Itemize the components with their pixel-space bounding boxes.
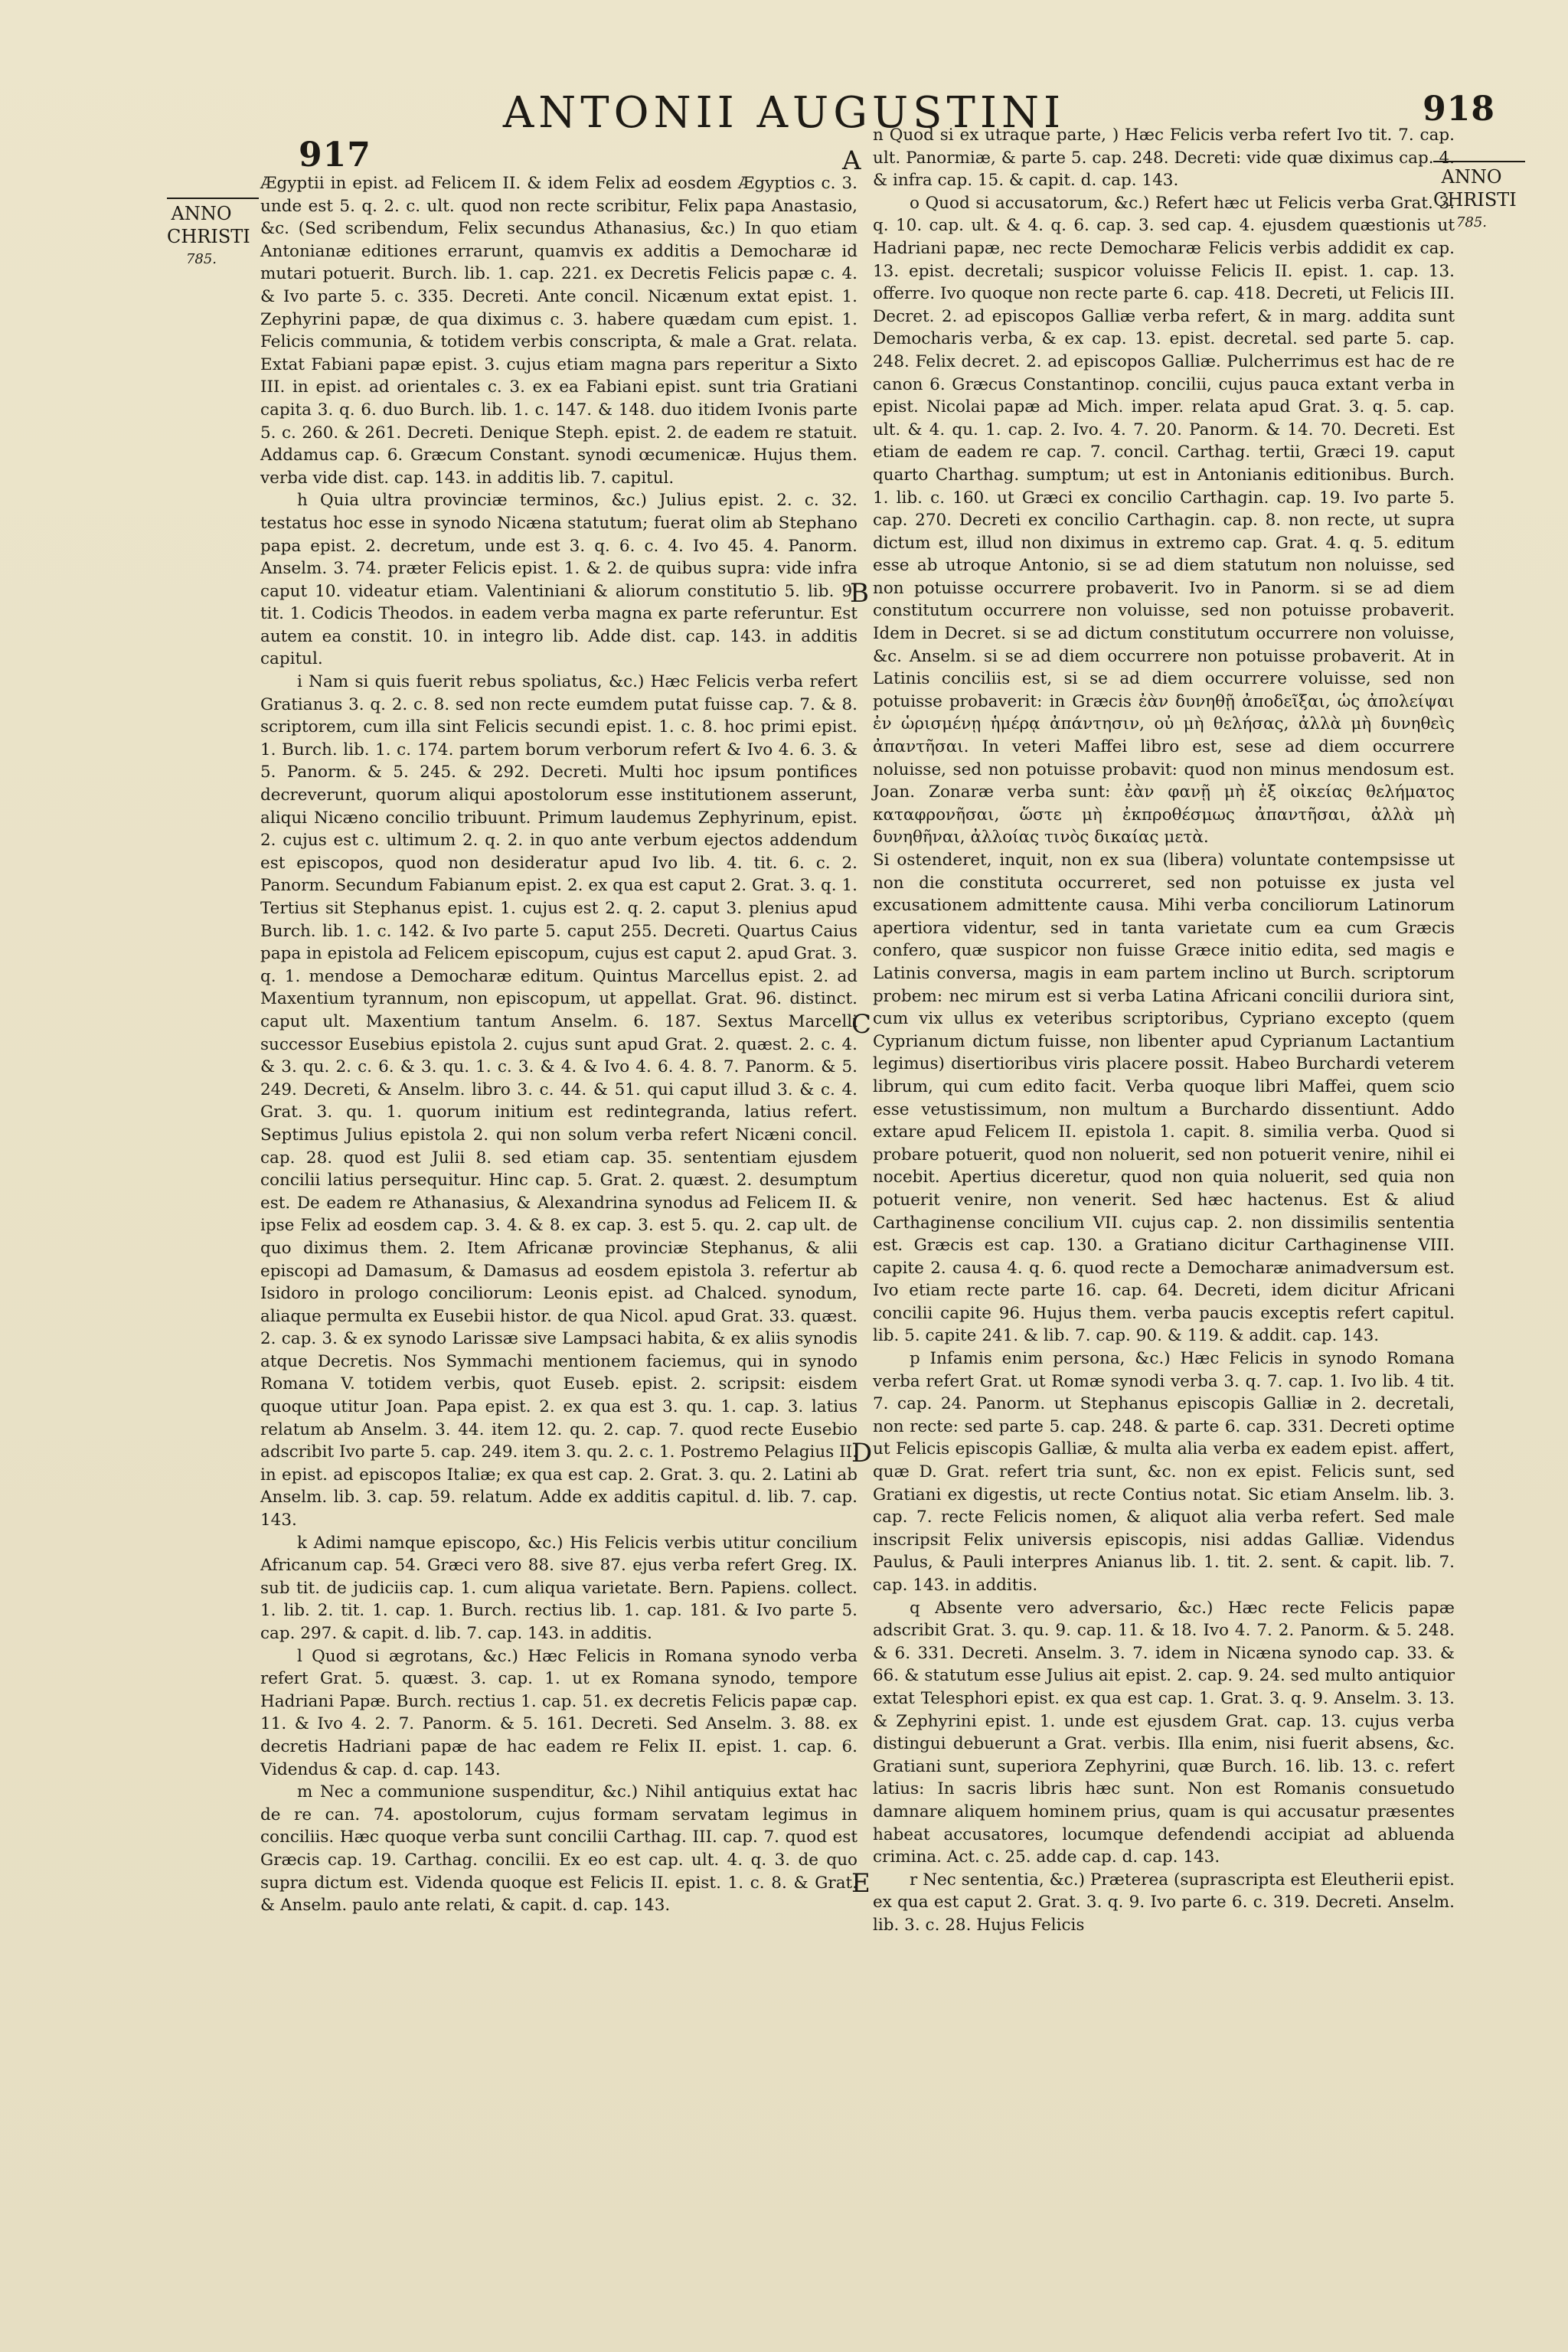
section-letter-c: C bbox=[851, 1009, 872, 1040]
paragraph: k Adimi namque episcopo, &c.) His Felicis verbis utitur concilium Africanum cap. 54. Græci vero 88. sive 87. ejus verba refert Greg. IX. sub tit. de judiciis cap. 1. cum aliqua varietate. Bern. Papiens. collect. 1. lib. 2. tit. 1. cap. 1. Burch. rectius lib. 1. cap. 181. & Ivo parte 5. cap. 297. & capit. d. lib. 7. cap. 143. in additis. bbox=[260, 1533, 858, 1643]
paragraph: r Nec sententia, &c.) Præterea (suprascripta est Eleutherii epist. ex qua est caput 2. Grat. 3. q. 9. Ivo parte 6. c. 319. Decreti. Anselm. lib. 3. c. 28. Hujus Felicis bbox=[873, 1870, 1455, 1935]
paragraph: h Quia ultra provinciæ terminos, &c.) Julius epist. 2. c. 32. testatus hoc esse in synodo Nicæna statutum; fuerat olim ab Stephano papa epist. 2. decretum, unde est 3. q. 6. c. 4. Ivo 45. 4. Panorm. Anselm. 3. 74. præter Felicis epist. 1. & 2. de quibus supra: vide infra caput 10. videatur etiam. Valentiniani & aliorum constitutio 5. lib. 9. tit. 1. Codicis Theodos. in eadem verba magna ex parte referuntur. Est autem ea constit. 10. in integro lib. Adde dist. cap. 143. in additis capitul. bbox=[260, 491, 858, 669]
right-page-number: 918 bbox=[1423, 90, 1495, 129]
margin-rule bbox=[167, 198, 259, 199]
left-margin-note bbox=[167, 198, 250, 271]
paragraph: i Nam si quis fuerit rebus spoliatus, &c.) Hæc Felicis verba refert Gratianus 3. q. 2. c. 8. sed non recte eumdem putat fuisse cap. 7. & 8. scriptorem, cum illa sint Felicis secundi epist. 1. c. 8. hoc primi epist. 1. Burch. lib. 1. c. 174. partem borum verborum refert & Ivo 4. 6. 3. & 5. Panorm. & 5. 245. & 292. Decreti. Multi hoc ipsum pontifices decreverunt, quorum aliqui apostolorum esse institutionem asserunt, aliqui Nicæno concilio tribuunt. Primum laudemus Zephyrinum, epist. 2. cujus est c. ultimum 2. q. 2. in quo ante verbum ejectos addendum est episcopos, quod non desideratur apud Ivo lib. 4. tit. 6. c. 2. Panorm. Secundum Fabianum epist. 2. ex qua est caput 2. Grat. 3. q. 1. Tertius sit Stephanus epist. 1. cujus est 2. q. 2. caput 3. plenius apud Burch. lib. 1. c. 142. & Ivo parte 5. caput 255. Decreti. Quartus Caius papa in epistola ad Felicem episcopum, cujus est caput 2. apud Grat. 3. q. 1. mendose a Democharæ editum. Quintus Marcellus epist. 2. ad Maxentium tyrannum, non episcopum, ut appellat. Grat. 96. distinct. caput ult. Maxentium tantum Anselm. 6. 187. Sextus Marcelli successor Eusebius epistola 2. cujus sunt apud Grat. 2. quæst. 2. c. 4. & 3. qu. 2. c. 6. & 3. qu. 1. c. 3. & 4. & Ivo 4. 6. 4. 8. 7. Panorm. & 5. 249. Decreti, & Anselm. libro 3. c. 44. & 51. qui caput illud 3. & c. 4. Grat. 3. qu. 1. quorum initium est redintegranda, latius refert. Septimus Julius epistola 2. qui non solum verba refert Nicæni concil. cap. 28. quod est Julii 8. sed etiam cap. 35. sententiam ejusdem concilii latius persequitur. Hinc cap. 5. Grat. 2. quæst. 2. desumptum est. De eadem re Athanasius, & Alexandrina synodus ad Felicem II. & ipse Felix ad eosdem cap. 3. 4. & 8. ex cap. 3. est 5. qu. 2. cap ult. de quo diximus them. 2. Item Africanæ provinciæ Stephanus, & alii episcopi ad Damasum, & Damasus ad eosdem epistola 3. refertur ab Isidoro in prologo conciliorum: Leonis epist. ad Chalced. synodum, aliaque permulta ex Eusebii histor. de qua Nicol. apud Grat. 33. quæst. 2. cap. 3. & ex synodo Larissæ sive Lampsaci habita, & ex aliis synodis atque Decretis. Nos Symmachi mentionem faciemus, qui in synodo Romana V. totidem verbis, quot Euseb. epist. 2. scripsit: eisdem quoque utitur Joan. Papa epist. 2. ex qua est 3. qu. 1. cap. 3. latius relatum ab Anselm. 3. 44. item 12. qu. 2. cap. 7. quod recte Eusebio adscribit Ivo parte 5. cap. 249. item 3. qu. 2. c. 1. Postremo Pelagius II. in epist. ad episcopos Italiæ; ex qua est cap. 2. Grat. 3. qu. 2. Latini ab Anselm. lib. 3. cap. 59. relatum. Adde ex additis capitul. d. lib. 7. cap. 143. bbox=[260, 672, 858, 1530]
margin-anno: ANNO bbox=[1441, 166, 1502, 188]
paragraph: m Nec a communione suspenditur, &c.) Nihil antiquius extat hac de re can. 74. apostolorum, cujus formam servatam legimus in conciliis. Hæc quoque verba sunt concilii Carthag. III. cap. 7. quod est Græcis cap. 19. Carthag. concilii. Ex eo est cap. ult. 4. q. 3. de quo supra dictum est. Videnda quoque est Felicis II. epist. 1. c. 8. & Grat. & Anselm. paulo ante relati, & capit. d. cap. 143. bbox=[260, 1782, 858, 1916]
right-text-column bbox=[873, 124, 1455, 1937]
paragraph: p Infamis enim persona, &c.) Hæc Felicis in synodo Romana verba refert Grat. ut Romæ synodi verba 3. q. 7. cap. 1. Ivo lib. 4 tit. 7. cap. 24. Panorm. ut Stephanus episcopis Galliæ in 2. decretali, non recte: sed parte 5. cap. 248. & parte 6. cap. 331. Decreti optime ut Felicis episcopis Galliæ, & multa alia verba ex eadem epist. affert, quæ D. Grat. refert tria sunt, &c. non ex epist. Felicis sunt, sed Gratiani ex digestis, ut recte Contius notat. Sic etiam Anselm. lib. 3. cap. 7. recte Felicis nomen, & aliquot alia verba refert. Sed male inscripsit Felix universis episcopis, nisi addas Galliæ. Videndus Paulus, & Pauli interpres Anianus lib. 1. tit. 2. sent. & capit. lib. 7. cap. 143. in additis. bbox=[873, 1349, 1455, 1595]
section-letter-b: B bbox=[850, 578, 869, 609]
paragraph: q Absente vero adversario, &c.) Hæc recte Felicis papæ adscribit Grat. 3. qu. 9. cap. 11. & 18. Ivo 4. 7. 2. Panorm. & 5. 248. & 6. 331. Decreti. Anselm. 3. 7. idem in Nicæna synodo cap. 33. & 66. & statutum esse Julius ait epist. 2. cap. 9. 24. sed multo antiquior extat Telesphori epist. ex qua est cap. 1. Grat. 3. q. 9. Anselm. 3. 13. & Zephyrini epist. 1. unde est ejusdem Grat. cap. 13. cujus verba distingui debuerunt a Grat. verbis. Illa enim, nisi fuerit absens, &c. Gratiani sunt, superiora Zephyrini, quæ Burch. 16. lib. 13. c. refert latius: In sacris libris hæc sunt. Non est Romanis consuetudo damnare aliquem hominem prius, quam is qui accusatur præsentes habeat accusatores, locumque defendendi accipiat ad abluenda crimina. Act. c. 25. adde cap. d. cap. 143. bbox=[873, 1598, 1455, 1867]
left-text-column bbox=[260, 172, 858, 1917]
running-title: ANTONII AUGUSTINI bbox=[502, 88, 1066, 138]
margin-christi: CHRISTI bbox=[167, 226, 250, 247]
margin-year: 785. bbox=[185, 251, 217, 267]
paragraph: Ægyptii in epist. ad Felicem II. & idem Felix ad eosdem Ægyptios c. 3. unde est 5. q. 2. c. ult. quod non recte scribitur, Felix papa Anastasio, &c. (Sed scribendum, Felix secundus Athanasius, &c.) In quo etiam Antonianæ editiones errarunt, quamvis ex additis a Democharæ id mutari potuerit. Burch. lib. 1. cap. 221. ex Decretis Felicis papæ c. 4. & Ivo parte 5. c. 335. Decreti. Ante concil. Nicænum extat epist. 1. Zephyrini papæ, de qua diximus c. 3. habere quædam cum epist. 1. Felicis communia, & totidem verbis conscripta, & male a Grat. relata. Extat Fabiani papæ epist. 3. cujus etiam magna pars reperitur a Sixto III. in epist. ad orientales c. 3. ex ea Fabiani epist. sunt tria Gratiani capita 3. q. 6. duo Burch. lib. 1. c. 147. & 148. duo itidem Ivonis parte 5. c. 260. & 261. Decreti. Denique Steph. epist. 2. de eadem re statuit. Addamus cap. 6. Græcum Constant. synodi œcumenicæ. Hujus them. verba vide dist. cap. 143. in additis lib. 7. capitul. bbox=[260, 174, 858, 488]
paragraph: Si ostenderet, inquit, non ex sua (libera) voluntate contempsisse ut non die constituta occurreret, sed non potuisse ex justa vel excusationem admittente causa. Mihi verba conciliorum Latinorum apertiora videntur, sed in tanta varietate cum ea cum Græcis confero, quæ suspicor non fuisse Græce initio edita, sed magis e Latinis conversa, magis in eam partem inclino ut Burch. scriptorum probem: nec mirum est si verba Latina Africani concilii duriora sint, cum vix ullus ex veteribus scriptoribus, Cypriano excepto (quem Cyprianum dictum fuisse, non libenter apud Cyprianum Lactantium legimus) disertioribus viris placere possit. Habeo Burchardi veterem librum, qui cum edito facit. Verba quoque libri Maffei, quem scio esse vetustissimum, non multum a Burchardo dissentiunt. Addo extare apud Felicem II. epistola 1. capit. 8. similia verba. Quod si probare potuerit, quod non noluerit, sed non potuerit venire, nihil ei nocebit. Apertius diceretur, quod non quia noluerit, sed quia non potuerit venire, non venerit. Sed hæc hactenus. Est & aliud Carthaginense concilium VII. cujus cap. 2. non dissimilis sententia est. Græcis est cap. 130. a Gratiano dicitur Carthaginense VIII. capite 2. causa 4. q. 6. quod recte a Democharæ animadversum est. Ivo etiam recte parte 16. cap. 64. Decreti, idem dicitur Africani concilii capite 96. Hujus them. verba paucis exceptis refert capitul. lib. 5. capite 241. & lib. 7. cap. 90. & 119. & addit. cap. 143. bbox=[873, 851, 1455, 1346]
margin-anno: ANNO bbox=[171, 203, 232, 224]
paragraph: n Quod si ex utraque parte, ) Hæc Felicis verba refert Ivo tit. 7. cap. ult. Panormiæ, & parte 5. cap. 248. Decreti: vide quæ diximus cap. 4. & infra cap. 15. & capit. d. cap. 143. bbox=[873, 126, 1455, 191]
paragraph: o Quod si accusatorum, &c.) Refert hæc ut Felicis verba Grat. 3. q. 10. cap. ult. & 4. q. 6. cap. 3. sed cap. 4. ejusdem quæstionis ut Hadriani papæ, nec recte Democharæ Felicis verbis addidit ex cap. 13. epist. decretali; suspicor voluisse Felicis II. epist. 1. cap. 13. offerre. Ivo quoque non recte parte 6. cap. 418. Decreti, ut Felicis III. Decret. 2. ad episcopos Galliæ verba refert, & in marg. addita sunt Democharis verba, & ex cap. 13. epist. decretal. sed parte 5. cap. 248. Felix decret. 2. ad episcopos Galliæ. Pulcherrimus est hac de re canon 6. Græcus Constantinop. concilii, cujus pauca extant verba in epist. Nicolai papæ ad Mich. imper. relata apud Grat. 3. q. 5. cap. ult. & 4. qu. 1. cap. 2. Ivo. 4. 7. 20. Panorm. & 14. 70. Decreti. Est etiam de eadem re cap. 7. concil. Carthag. tertii, Græci 19. caput quarto Charthag. sumptum; ut est in Antonianis editionibus. Burch. 1. lib. c. 160. ut Græci ex concilio Carthagin. cap. 19. Ivo parte 5. cap. 270. Decreti ex concilio Carthagin. cap. 8. non recte, ut supra dictum est, illud non diximus in extremo cap. Grat. 4. q. 5. editum esse ab utroque Antonio, si se ad diem statutum non noluisse, sed non potuisse occurrere probaverit. Ivo in Panorm. si se ad diem constitutum occurrere non voluisse, sed non potuisse probaverit. Idem in Decret. si se ad dictum constitutum occurrere non voluisse, &c. Anselm. si se ad diem occurrere non potuisse probaverit. At in Latinis conciliis est, si se ad diem occurrere voluisse, sed non potuisse probaverit: in Græcis ἐὰν δυνηθῇ ἀποδεῖξαι, ὡς ἀπολείψαι ἐν ὡρισμένῃ ἡμέρᾳ ἀπάντησιν, οὐ μὴ θελήσας, ἀλλὰ μὴ δυνηθεὶς ἀπαντῆσαι. In veteri Maffei libro est, sese ad diem occurrere noluisse, sed non potuisse probavit: quod non minus mendosum est. Joan. Zonaræ verba sunt: ἐὰν φανῇ μὴ ἐξ οἰκείας θελήματος καταφρονῆσαι, ὥστε μὴ ἐκπροθέσμως ἀπαντῆσαι, ἀλλὰ μὴ δυνηθῆναι, ἀλλοίας τινὸς δικαίας μετὰ. bbox=[873, 193, 1455, 848]
margin-christi: CHRISTI bbox=[1433, 189, 1517, 211]
left-page-number: 917 bbox=[299, 136, 371, 175]
margin-year: 785. bbox=[1455, 214, 1488, 230]
paragraph: l Quod si ægrotans, &c.) Hæc Felicis in Romana synodo verba refert Grat. 5. quæst. 3. cap. 1. ut ex Romana synodo, tempore Hadriani Papæ. Burch. rectius 1. cap. 51. ex decretis Felicis papæ cap. 11. & Ivo 4. 2. 7. Panorm. & 5. 161. Decreti. Sed Anselm. 3. 88. ex decretis Hadriani papæ de hac eadem re Felix II. epist. 1. cap. 6. Videndus & cap. d. cap. 143. bbox=[260, 1646, 858, 1779]
section-letter-a: A bbox=[842, 145, 861, 176]
section-letter-d: D bbox=[851, 1438, 873, 1468]
section-letter-e: E bbox=[851, 1868, 871, 1899]
